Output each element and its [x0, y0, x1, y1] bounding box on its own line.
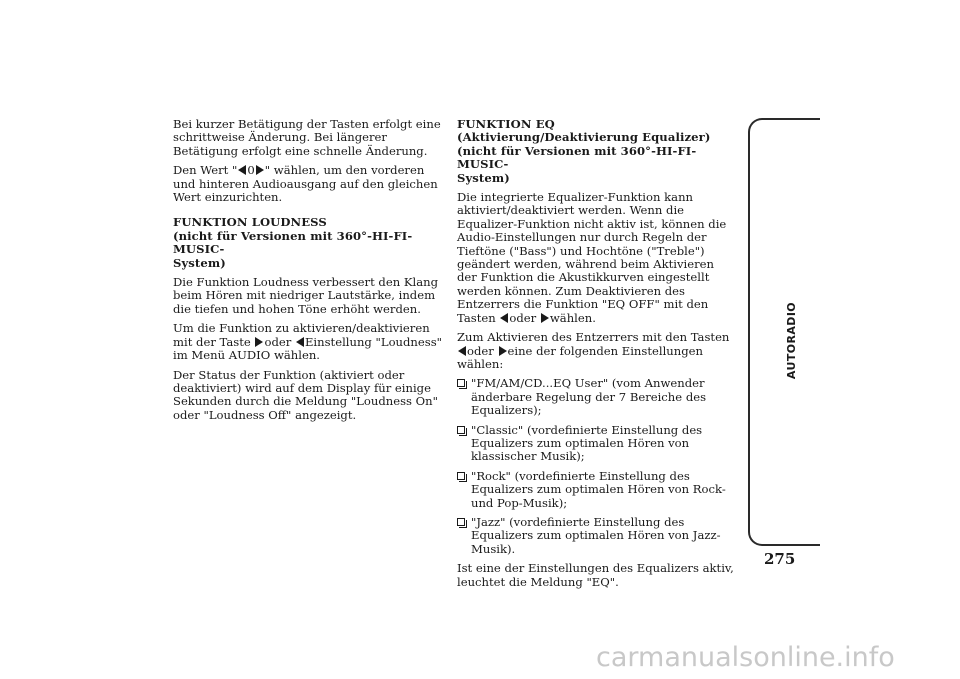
paragraph: Der Status der Funktion (aktiviert oder deaktiviert) wird auf dem Display für einige Sekunden durch die Meldung "Loudness On" oder "Loudness Off" angezeigt. [173, 367, 438, 422]
paragraph: Um die Funktion zu aktivieren/deaktivieren mit der Taste oder Einstellung "Loudness" im Menü AUDIO wählen. [173, 321, 442, 363]
list-item: "Rock" (vordefinierte Einstellung des Equalizers zum optimalen Hören von Rock- und Pop-Musik); [457, 470, 734, 510]
chapter-label: AUTORADIO [785, 301, 799, 379]
paragraph: Die integrierte Equalizer-Funktion kann aktiviert/deaktiviert werden. Wenn die Equalizer-Funktion nicht aktiv ist, können die Audio-Einstellungen nur durch Regeln der Tieftöne ("Bass") und Hochtöne ("Treble") geändert werden, während beim Aktivieren der Funktion die Akustikkurven eingestellt werden können. Zum Deaktivieren des Entzerrers die Funktion "EQ OFF" mit den Tasten oder wählen. [457, 190, 727, 325]
watermark-text: carmanualsonline.info [596, 642, 895, 672]
list-item: "Classic" (vordefinierte Einstellung des Equalizers zum optimalen Hören von klassischer Musik); [457, 424, 734, 464]
watermark-logo [596, 642, 948, 672]
right-triangle-icon [256, 165, 264, 175]
right-column [457, 118, 734, 595]
page-number: 275 [764, 550, 796, 568]
left-triangle-icon [238, 165, 246, 175]
list-item: "Jazz" (vordefinierte Einstellung des Equalizers zum optimalen Hören von Jazz-Musik). [457, 516, 734, 556]
paragraph: Ist eine der Einstellungen des Equalizers aktiv, leuchtet die Meldung "EQ". [457, 561, 734, 589]
equalizer-options-list [457, 377, 734, 556]
right-triangle-icon [541, 313, 549, 323]
checkbox-bullet-icon [457, 426, 465, 434]
checkbox-bullet-icon [457, 379, 465, 387]
right-triangle-icon [499, 346, 507, 356]
list-item: "FM/AM/CD...EQ User" (vom Anwender änderbare Regelung der 7 Bereiche des Equalizers); [457, 377, 734, 417]
paragraph: Bei kurzer Betätigung der Tasten erfolgt eine schrittweise Änderung. Bei längerer Betätigung erfolgt eine schnelle Änderung. [173, 117, 441, 158]
paragraph: Den Wert " 0 " wählen, um den vorderen und hinteren Audioausgang auf den gleichen Wert einzurichten. [173, 163, 438, 205]
left-column [173, 118, 445, 428]
section-heading-loudness: FUNKTION LOUDNESS (nicht für Versionen mit 360°-HI-FI-MUSIC- System) [173, 215, 413, 270]
left-triangle-icon [500, 313, 508, 323]
section-heading-eq: FUNKTION EQ (Aktivierung/Deaktivierung Equalizer) (nicht für Versionen mit 360°-HI-FI-MUSIC- System) [457, 117, 711, 185]
left-triangle-icon [296, 337, 304, 347]
left-triangle-icon [458, 346, 466, 356]
right-triangle-icon [255, 337, 263, 347]
paragraph: Zum Aktivieren des Entzerrers mit den Tasten oder eine der folgenden Einstellungen wählen: [457, 330, 730, 371]
checkbox-bullet-icon [457, 472, 465, 480]
paragraph: Die Funktion Loudness verbessert den Klang beim Hören mit niedriger Lautstärke, indem die tiefen und hohen Töne erhöht werden. [173, 275, 439, 316]
checkbox-bullet-icon [457, 518, 465, 526]
